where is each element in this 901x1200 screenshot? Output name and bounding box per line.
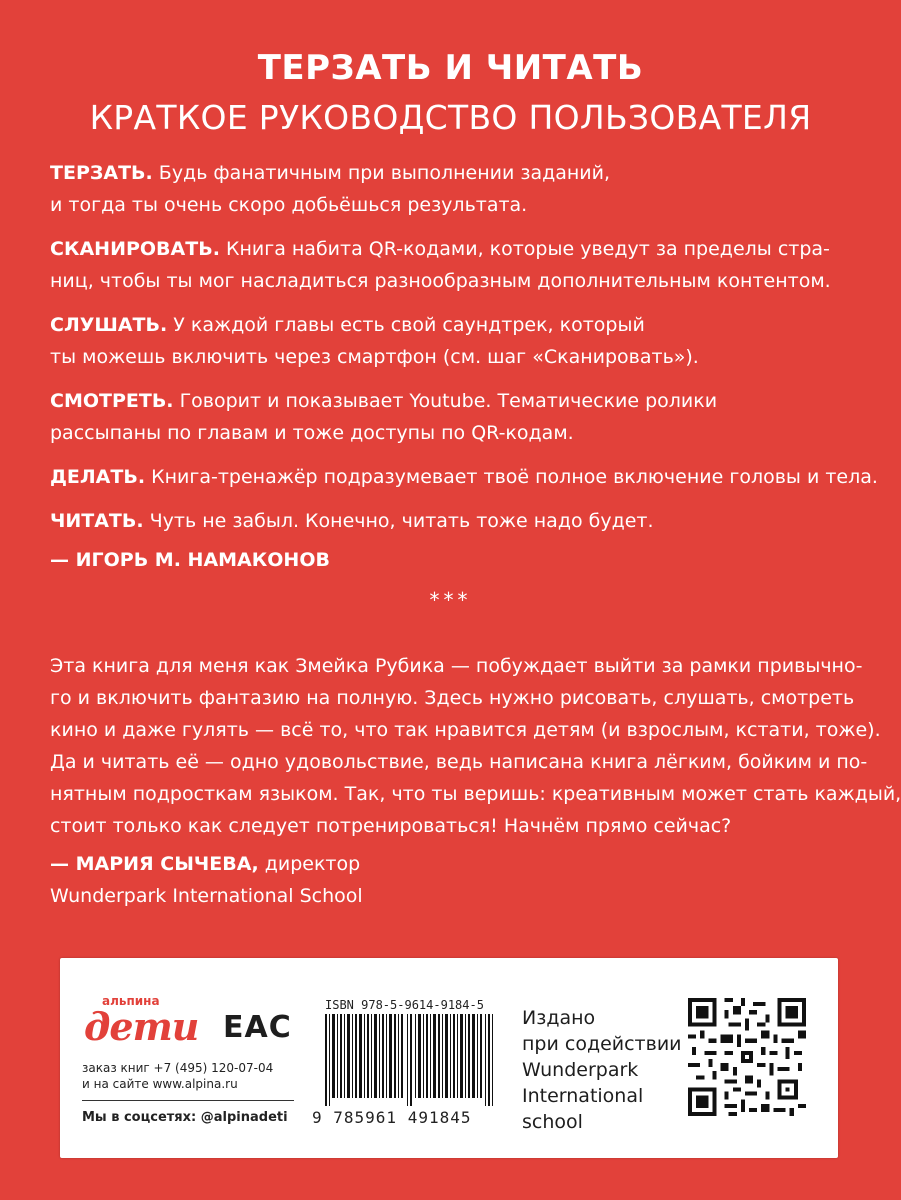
qr-code-icon — [688, 998, 806, 1116]
guide-text: и тогда ты очень скоро добьёшься результата. — [50, 194, 528, 216]
review-line: Эта книга для меня как Змейка Рубика — побуждает выйти за рамки привычно- — [50, 655, 863, 677]
guide-item-do — [50, 461, 878, 493]
guide-keyword: ДЕЛАТЬ. — [50, 466, 146, 488]
contact-line: и на сайте www.alpina.ru — [82, 1077, 238, 1091]
review-line: нятным подросткам языком. Так, что ты веришь: креативным может стать каждый, — [50, 783, 901, 805]
user-guide — [50, 157, 878, 571]
guide-keyword: ЧИТАТЬ. — [50, 510, 144, 532]
logo-small-text: альпина — [102, 994, 160, 1008]
barcode — [325, 1014, 495, 1106]
cover-title: ТЕРЗАТЬ И ЧИТАТЬ — [257, 48, 644, 88]
published-line: Wunderpark — [522, 1059, 639, 1081]
guide-text: ты можешь включить через смартфон (см. шаг «Сканировать»). — [50, 346, 699, 368]
published-line: school — [522, 1111, 583, 1133]
barcode-number: 9 785961 491845 — [312, 1108, 472, 1127]
guide-item-terzat — [50, 157, 850, 221]
review-line: го и включить фантазию на полную. Здесь нужно рисовать, слушать, смотреть — [50, 687, 855, 709]
guide-signature: — ИГОРЬ М. НАМАКОНОВ — [50, 549, 330, 571]
guide-keyword: СКАНИРОВАТЬ. — [50, 238, 220, 260]
review-line: Да и читать её — одно удовольствие, ведь написана книга лёгким, бойким и по- — [50, 751, 868, 773]
guide-item-listen — [50, 309, 850, 373]
published-line: Издано — [522, 1007, 596, 1029]
review-line: стоит только как следует потренироваться! Начнём прямо сейчас? — [50, 815, 732, 837]
review-line: кино и даже гулять — всё то, что так нравится детям (и взрослым, кстати, тоже). — [50, 719, 881, 741]
separator: *** — [429, 588, 472, 612]
published-with — [522, 1005, 682, 1135]
guide-text: Книга набита QR-кодами, которые уведут за пределы стра- — [225, 238, 830, 260]
review-author-org: Wunderpark International School — [50, 885, 363, 907]
guide-text: Чуть не забыл. Конечно, читать тоже надо будет. — [149, 510, 654, 532]
logo-big-text: дети — [84, 1004, 199, 1049]
publisher-panel — [60, 958, 838, 1158]
guide-text: рассыпаны по главам и тоже доступы по QR-кодам. — [50, 422, 574, 444]
guide-text: Говорит и показывает Youtube. Тематические ролики — [179, 390, 718, 412]
guide-keyword: СМОТРЕТЬ. — [50, 390, 174, 412]
guide-keyword: ТЕРЗАТЬ. — [50, 162, 153, 184]
guide-text: У каждой главы есть свой саундтрек, который — [173, 314, 645, 336]
guide-keyword: СЛУШАТЬ. — [50, 314, 168, 336]
cover-subtitle: КРАТКОЕ РУКОВОДСТВО ПОЛЬЗОВАТЕЛЯ — [89, 98, 812, 137]
review-quote — [50, 650, 901, 842]
guide-text: ниц, чтобы ты мог насладиться разнообразным дополнительным контентом. — [50, 270, 831, 292]
contact-line: заказ книг +7 (495) 120-07-04 — [82, 1061, 274, 1075]
guide-text: Книга-тренажёр подразумевает твоё полное включение головы и тела. — [151, 466, 878, 488]
review-author-name: — МАРИЯ СЫЧЕВА, — [50, 853, 259, 875]
publisher-contact — [82, 1060, 273, 1092]
guide-item-scan — [50, 233, 850, 297]
review-signature — [50, 848, 363, 912]
guide-text: Будь фанатичным при выполнении заданий, — [158, 162, 611, 184]
published-line: при содействии — [522, 1033, 682, 1055]
publisher-logo — [82, 994, 212, 1054]
review-author-role: директор — [258, 853, 361, 875]
guide-item-watch — [50, 385, 850, 449]
published-line: International — [522, 1085, 644, 1107]
guide-item-read — [50, 505, 850, 537]
divider — [82, 1100, 294, 1101]
isbn-label: ISBN 978-5-9614-9184-5 — [325, 998, 484, 1012]
social-handle: Мы в соцсетях: @alpinadeti — [82, 1110, 288, 1125]
eac-mark: ЕАС — [223, 1010, 292, 1045]
